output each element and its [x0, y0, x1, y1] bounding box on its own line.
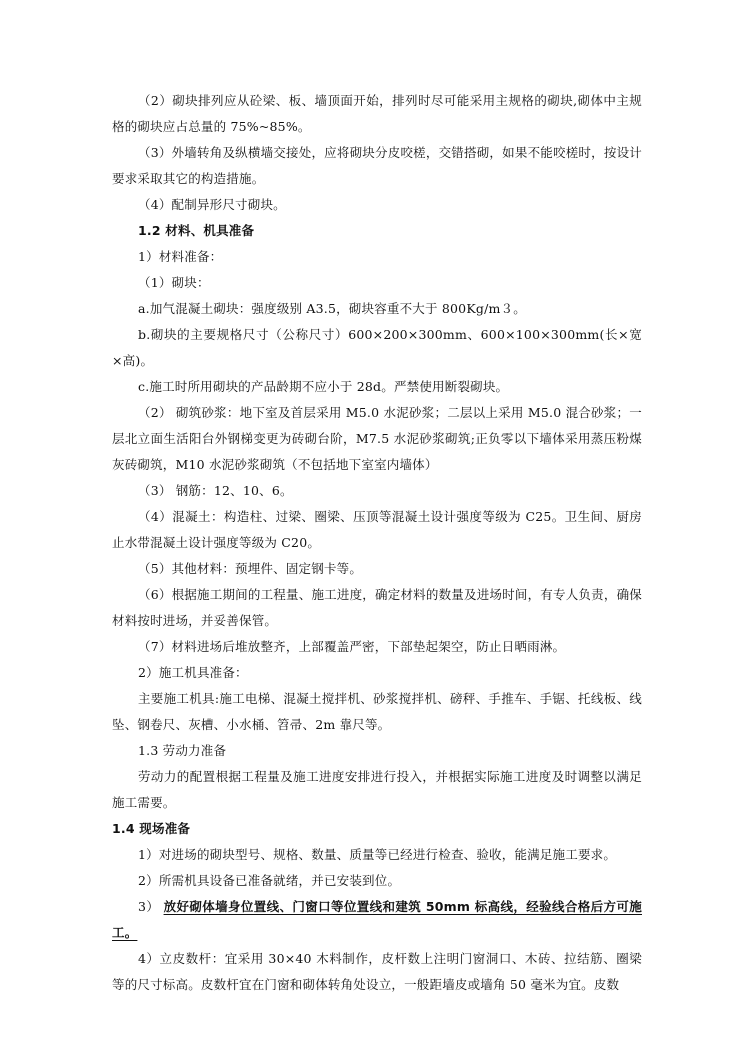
paragraph-mortar: （2） 砌筑砂浆：地下室及首层采用 M5.0 水泥砂浆；二层以上采用 M5.0 混合砂浆；一层北立面生活阳台外钢梯变更为砖砌台阶，M7.5 水泥砂浆砌筑;正负零以下墙体采用蒸压粉煤灰砖砌筑，M10 水泥砂浆砌筑（不包括地下室室内墙体） [112, 405, 642, 472]
section-heading-1-3: 1.3 劳动力准备 [138, 743, 227, 758]
document-body [112, 88, 642, 998]
paragraph-concrete: （4）混凝土：构造柱、过梁、圈梁、压顶等混凝土设计强度等级为 C25。卫生间、厨房止水带混凝土设计强度等级为 C20。 [112, 509, 642, 550]
paragraph-labor: 劳动力的配置根据工程量及施工进度安排进行投入，并根据实际施工进度及时调整以满足施工需要。 [112, 769, 642, 810]
paragraph-material-storage: （7）材料进场后堆放整齐，上部覆盖严密，下部垫起架空，防止日晒雨淋。 [138, 639, 566, 654]
paragraph-aerated-block: a.加气混凝土砌块：强度级别 A3.5，砌块容重不大于 800Kg/m３。 [138, 301, 526, 316]
paragraph-equipment-ready: 2）所需机具设备已准备就绪，并已安装到位。 [138, 873, 401, 888]
paragraph-special-blocks: （4）配制异形尺寸砌块。 [138, 197, 286, 212]
paragraph-block-age: c.施工时所用砌块的产品龄期不应小于 28d。严禁使用断裂砌块。 [138, 379, 509, 394]
paragraph-tool-prep: 2）施工机具准备： [138, 665, 248, 680]
paragraph-material-prep: 1）材料准备： [138, 249, 223, 264]
paragraph-site-inspection: 1）对进场的砌块型号、规格、数量、质量等已经进行检查、验收，能满足施工要求。 [138, 847, 617, 862]
paragraph-block-size: b.砌块的主要规格尺寸（公称尺寸）600×200×300mm、600×100×300mm(长×宽×高)。 [112, 327, 642, 368]
paragraph-main-tools: 主要施工机具:施工电梯、混凝土搅拌机、砂浆搅拌机、磅秤、手推车、手锯、托线板、线坠、钢卷尺、灰槽、小水桶、笤帚、2m 靠尺等。 [112, 691, 642, 732]
section-heading-1-2: 1.2 材料、机具准备 [138, 223, 255, 238]
paragraph-rebar: （3） 钢筋：12、10、6。 [138, 483, 293, 498]
setout-lines-number: 3） [138, 899, 164, 914]
paragraph-blocks-title: （1）砌块： [138, 275, 210, 290]
paragraph-block-arrangement: （2）砌块排列应从砼梁、板、墙顶面开始，排列时尽可能采用主规格的砌块,砌体中主规格的砌块应占总量的 75%~85%。 [112, 93, 642, 134]
paragraph-corner-interlock: （3）外墙转角及纵横墙交接处，应将砌块分皮咬槎，交错搭砌，如果不能咬槎时，按设计要求采取其它的构造措施。 [112, 145, 642, 186]
setout-lines-emphasis: 放好砌体墙身位置线、门窗口等位置线和建筑 50mm 标高线，经验线合格后方可施工。 [112, 899, 642, 940]
paragraph-material-schedule: （6）根据施工期间的工程量、施工进度，确定材料的数量及进场时间，有专人负责，确保材料按时进场，并妥善保管。 [112, 587, 642, 628]
paragraph-other-materials: （5）其他材料：预埋件、固定钢卡等。 [138, 561, 363, 576]
paragraph-setout-lines [112, 894, 642, 946]
section-heading-1-4: 1.4 现场准备 [112, 821, 191, 836]
paragraph-story-pole: 4）立皮数杆：宜采用 30×40 木料制作，皮杆数上注明门窗洞口、木砖、拉结筋、圈梁等的尺寸标高。皮数杆宜在门窗和砌体转角处设立，一般距墙皮或墙角 50 毫米为宜。皮数 [112, 951, 642, 992]
